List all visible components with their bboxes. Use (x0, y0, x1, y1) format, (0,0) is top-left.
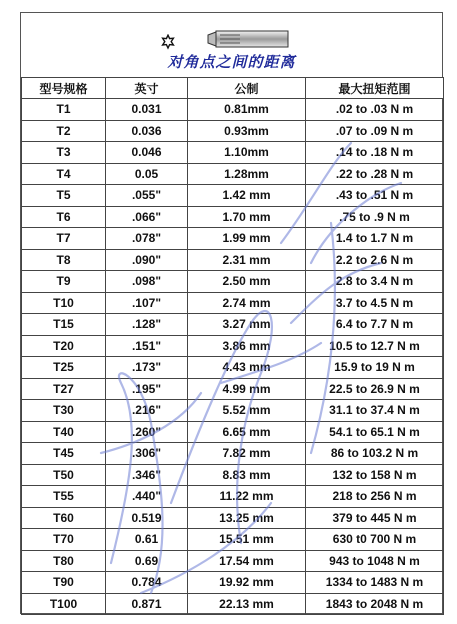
cell-metric: 19.92 mm (188, 572, 306, 594)
spec-sheet (20, 12, 443, 614)
cell-metric: 4.43 mm (188, 357, 306, 379)
cell-metric: 17.54 mm (188, 550, 306, 572)
table-row (22, 185, 444, 207)
cell-max-torque: 3.7 to 4.5 N m (306, 292, 444, 314)
cell-metric: 2.31 mm (188, 249, 306, 271)
column-header-metric: 公制 (188, 78, 306, 99)
cell-inch: .173" (106, 357, 188, 379)
cell-inch: .195" (106, 378, 188, 400)
cell-model: T5 (22, 185, 106, 207)
cell-model: T55 (22, 486, 106, 508)
cell-max-torque: 10.5 to 12.7 N m (306, 335, 444, 357)
cell-metric: 2.74 mm (188, 292, 306, 314)
cell-model: T2 (22, 120, 106, 142)
cell-max-torque: 943 to 1048 N m (306, 550, 444, 572)
cell-metric: 6.65 mm (188, 421, 306, 443)
cell-inch: 0.519 (106, 507, 188, 529)
table-row (22, 378, 444, 400)
cell-max-torque: .43 to .51 N m (306, 185, 444, 207)
cell-model: T1 (22, 99, 106, 121)
table-row (22, 142, 444, 164)
table-header-row (22, 78, 444, 99)
cell-max-torque: 2.8 to 3.4 N m (306, 271, 444, 293)
table-row (22, 421, 444, 443)
cell-model: T90 (22, 572, 106, 594)
cell-inch: .216" (106, 400, 188, 422)
table-row (22, 314, 444, 336)
cell-metric: 0.93mm (188, 120, 306, 142)
cell-model: T3 (22, 142, 106, 164)
cell-metric: 0.81mm (188, 99, 306, 121)
cell-inch: .151" (106, 335, 188, 357)
cell-max-torque: .22 to .28 N m (306, 163, 444, 185)
cell-model: T6 (22, 206, 106, 228)
cell-model: T7 (22, 228, 106, 250)
cell-metric: 7.82 mm (188, 443, 306, 465)
table-row (22, 163, 444, 185)
cell-metric: 11.22 mm (188, 486, 306, 508)
cell-max-torque: 1334 to 1483 N m (306, 572, 444, 594)
cell-metric: 1.28mm (188, 163, 306, 185)
cell-metric: 8.83 mm (188, 464, 306, 486)
cell-inch: .128" (106, 314, 188, 336)
cell-model: T70 (22, 529, 106, 551)
cell-inch: 0.61 (106, 529, 188, 551)
cell-max-torque: 218 to 256 N m (306, 486, 444, 508)
cell-metric: 1.10mm (188, 142, 306, 164)
cell-max-torque: .02 to .03 N m (306, 99, 444, 121)
cell-max-torque: 379 to 445 N m (306, 507, 444, 529)
cell-max-torque: .75 to .9 N m (306, 206, 444, 228)
table-row (22, 593, 444, 615)
table-row (22, 443, 444, 465)
cell-inch: .107" (106, 292, 188, 314)
table-row (22, 550, 444, 572)
table-row (22, 529, 444, 551)
cell-inch: 0.036 (106, 120, 188, 142)
cell-max-torque: 54.1 to 65.1 N m (306, 421, 444, 443)
cell-model: T45 (22, 443, 106, 465)
cell-max-torque: 132 to 158 N m (306, 464, 444, 486)
cell-inch: .346" (106, 464, 188, 486)
column-header-model: 型号规格 (22, 78, 106, 99)
cell-metric: 3.27 mm (188, 314, 306, 336)
cell-metric: 13.25 mm (188, 507, 306, 529)
cell-max-torque: 31.1 to 37.4 N m (306, 400, 444, 422)
cell-inch: .260" (106, 421, 188, 443)
cell-model: T50 (22, 464, 106, 486)
cell-model: T80 (22, 550, 106, 572)
cell-inch: .066" (106, 206, 188, 228)
cell-model: T27 (22, 378, 106, 400)
table-row (22, 335, 444, 357)
table-row (22, 400, 444, 422)
cell-max-torque: .14 to .18 N m (306, 142, 444, 164)
table-row (22, 464, 444, 486)
table-row (22, 120, 444, 142)
table-row (22, 99, 444, 121)
column-header-inch: 英寸 (106, 78, 188, 99)
cell-metric: 1.42 mm (188, 185, 306, 207)
cell-inch: 0.046 (106, 142, 188, 164)
table-row (22, 572, 444, 594)
diagram-caption: 对角点之间的距离 (167, 53, 296, 71)
cell-inch: 0.05 (106, 163, 188, 185)
cell-model: T15 (22, 314, 106, 336)
cell-inch: .440" (106, 486, 188, 508)
cell-metric: 3.86 mm (188, 335, 306, 357)
cell-inch: 0.784 (106, 572, 188, 594)
torx-star-icon (160, 34, 176, 50)
table-row (22, 228, 444, 250)
table-row (22, 206, 444, 228)
cell-metric: 1.99 mm (188, 228, 306, 250)
cell-metric: 5.52 mm (188, 400, 306, 422)
cell-metric: 2.50 mm (188, 271, 306, 293)
cell-metric: 1.70 mm (188, 206, 306, 228)
cell-inch: 0.871 (106, 593, 188, 615)
cell-max-torque: 6.4 to 7.7 N m (306, 314, 444, 336)
torx-size-table (21, 77, 444, 615)
cell-inch: 0.031 (106, 99, 188, 121)
cell-inch: .306" (106, 443, 188, 465)
cell-max-torque: 86 to 103.2 N m (306, 443, 444, 465)
cell-model: T10 (22, 292, 106, 314)
cell-metric: 22.13 mm (188, 593, 306, 615)
cell-model: T9 (22, 271, 106, 293)
cell-inch: .078" (106, 228, 188, 250)
table-row (22, 249, 444, 271)
cell-max-torque: 1.4 to 1.7 N m (306, 228, 444, 250)
table-row (22, 507, 444, 529)
cell-max-torque: 2.2 to 2.6 N m (306, 249, 444, 271)
cell-max-torque: 15.9 to 19 N m (306, 357, 444, 379)
cell-model: T8 (22, 249, 106, 271)
torx-bit-icon (206, 26, 290, 52)
table-row (22, 271, 444, 293)
cell-inch: .098" (106, 271, 188, 293)
cell-model: T20 (22, 335, 106, 357)
cell-model: T40 (22, 421, 106, 443)
table-row (22, 357, 444, 379)
cell-model: T60 (22, 507, 106, 529)
cell-model: T100 (22, 593, 106, 615)
column-header-max-torque: 最大扭矩范围 (306, 78, 444, 99)
cell-inch: .055" (106, 185, 188, 207)
cell-inch: .090" (106, 249, 188, 271)
cell-metric: 15.51 mm (188, 529, 306, 551)
cell-max-torque: .07 to .09 N m (306, 120, 444, 142)
table-row (22, 292, 444, 314)
cell-model: T30 (22, 400, 106, 422)
table-row (22, 486, 444, 508)
cell-model: T25 (22, 357, 106, 379)
cell-model: T4 (22, 163, 106, 185)
cell-max-torque: 22.5 to 26.9 N m (306, 378, 444, 400)
cell-inch: 0.69 (106, 550, 188, 572)
diagram-header (21, 13, 442, 77)
cell-metric: 4.99 mm (188, 378, 306, 400)
cell-max-torque: 1843 to 2048 N m (306, 593, 444, 615)
cell-max-torque: 630 t0 700 N m (306, 529, 444, 551)
